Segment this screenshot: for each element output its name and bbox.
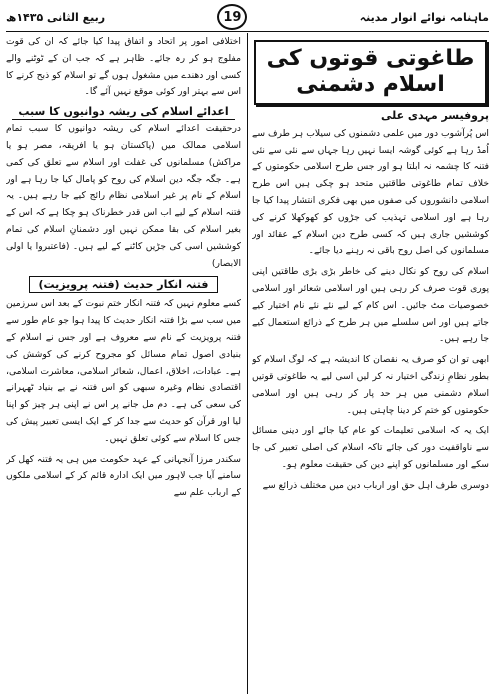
section-paragraph: درحقیقت اعدائے اسلام کی ریشہ دوانیوں کا سبب تمام اسلامی ممالک میں (پاکستان ہو یا افریقہ، مصر ہو یا مراکش) مسلمانوں کی غفلت اور اسلام سے تعلق کی کمی ہے۔ جگہ جگہ دین اسلام کی روح کو پامال کیا جا رہا ہے اور اسلام کے نام پر غیر اسلامی نظام رائج کیے جا رہے ہیں۔ یہ فتنہ اسلام کے لیے اب اس قدر خطرناک ہو چکا ہے کہ اس کے بغیر اسلام کی بقا ممکن نہیں اور دشمنانِ اسلام کی تمام کوششیں اسی کی جڑیں کاٹنے کے لیے ہیں۔ (فاعتبروا یا اولی الابصار) bbox=[6, 123, 241, 269]
section-heading bbox=[6, 276, 241, 293]
continuation-paragraph: اختلافی امور پر اتحاد و اتفاق پیدا کیا جائے کہ ان کی قوت مفلوج ہو کر رہ جائے۔ ظاہر ہے کہ جب ان کے ٹوٹنے والے کسی اور دھندے میں مشغول ہوں گے تو اسلام کو ذبح کرنے کا اس سے بہتر اور کوئی موقع نہیں آئے گا۔ bbox=[6, 36, 241, 98]
header-divider bbox=[6, 31, 489, 32]
right-column bbox=[252, 34, 489, 694]
magazine-name: ماہنامہ نوائے انوار مدینہ bbox=[359, 10, 489, 24]
article-author: پروفیسر مہدی علی bbox=[380, 108, 489, 122]
article-title: طاغوتی قوتوں کی اسلام دشمنی bbox=[254, 40, 487, 105]
section-heading-text: اعدائے اسلام کی ریشہ دوانیوں کا سبب bbox=[12, 105, 234, 120]
article-paragraph: ابھی تو ان کو صرف یہ نقصان کا اندیشہ ہے کہ لوگ اسلام کو بطور نظامِ زندگی اختیار نہ کر لیں اسی لیے یہ طاغوتی قوتیں اسلام دشمنی میں ہر حد پار کر رہی ہیں اور اسلامی حکومتوں کو ختم کر دینا چاہتی ہیں۔ bbox=[252, 354, 489, 416]
page-header bbox=[6, 4, 489, 30]
issue-date: ربیع الثانی ۱۴۳۵ھ bbox=[6, 10, 106, 24]
article-paragraph: اس پُرآشوب دور میں علمی دشمنوں کی سیلاب ہر طرف سے اُمڈ رہا ہے کوئی گوشہ ایسا نہیں رہا جہاں سے نئی سے نئی فتنہ کا چشمہ نہ ابلتا ہو اور جس طرح اسلامی حکومتوں کے خلاف تمام طاغوتی طاقتیں متحد ہو چکی ہیں اس طرح اسلامی دانشوروں کی صفوں میں بھی فکری انتشار پیدا کیا جا رہا ہے اور اسلامی تہذیب کی جڑوں کو کھوکھلا کرنے کی کوششیں جاری ہیں کہ کسی طرح دین اسلام کے عقائد اور مسلمانوں کی اصل روح باقی نہ رہنے دیا جائے۔ bbox=[252, 127, 489, 257]
left-column bbox=[6, 34, 241, 694]
section-heading-text: فتنہ انکار حدیث (فتنہ پرویزیت) bbox=[29, 276, 217, 293]
article-paragraph: اسلام کی روح کو نکال دینے کی خاطر بڑی بڑی طاقتیں اپنی پوری قوت صرف کر رہی ہیں اور اسلامی شعائر اور اسلامی خصوصیات مٹ جائیں۔ اس کام کے لیے نئے نئے نام اختیار کیے جاتے ہیں اور اس سلسلے میں ہر طرح کے ذرائع استعمال کیے جا رہے ہیں۔ bbox=[252, 266, 489, 345]
article-paragraph: دوسری طرف اہل حق اور ارباب دین میں مختلف ذرائع سے bbox=[262, 479, 489, 491]
column-divider bbox=[247, 33, 248, 694]
section-paragraph: سکندر مرزا آنجہانی کے عہد حکومت میں ہی یہ فتنہ کھل کر سامنے آیا جب لاہور میں ایک ادارہ قائم کر کے اسلامی ملکوں کے ارباب علم سے bbox=[6, 453, 241, 499]
section-paragraph: کسے معلوم نہیں کہ فتنہ انکار ختم نبوت کے بعد اس سرزمین میں سب سے بڑا فتنہ انکار حدیث کا پیدا ہوا جو عام طور سے فتنہ پرویزیت کے نام سے معروف ہے اور جس نے اسلام کے بنیادی اصول تمام مسائل کو مجروح کرنے کی کوشش کی ہے۔ عبادات، اخلاق، اعمال، شعائر اسلامی، معاشرت اسلامی، اقتصادی نظام وغیرہ سبھی کو اس فتنہ نے بے بنیاد ٹھہرانے کی سعی کی ہے۔ دم مل جانے پر اس نے اپنی ہر چیز کو اپنا لیا اور قرآن کو حدیث سے جدا کر کے ایک ایسی تعبیر پیش کی جس کا اسلام سے کوئی تعلق نہیں۔ bbox=[6, 298, 241, 444]
article-paragraph: ایک یہ کہ اسلامی تعلیمات کو عام کیا جائے اور دینی مسائل سے ناواقفیت دور کی جائے تاکہ اسلام کی اصلی تعبیر کی جا سکے اور مسلمانوں کو اپنے دین کی حقیقت معلوم ہو۔ bbox=[252, 425, 489, 470]
section-heading bbox=[6, 105, 241, 118]
page-number: 19 bbox=[217, 4, 247, 30]
